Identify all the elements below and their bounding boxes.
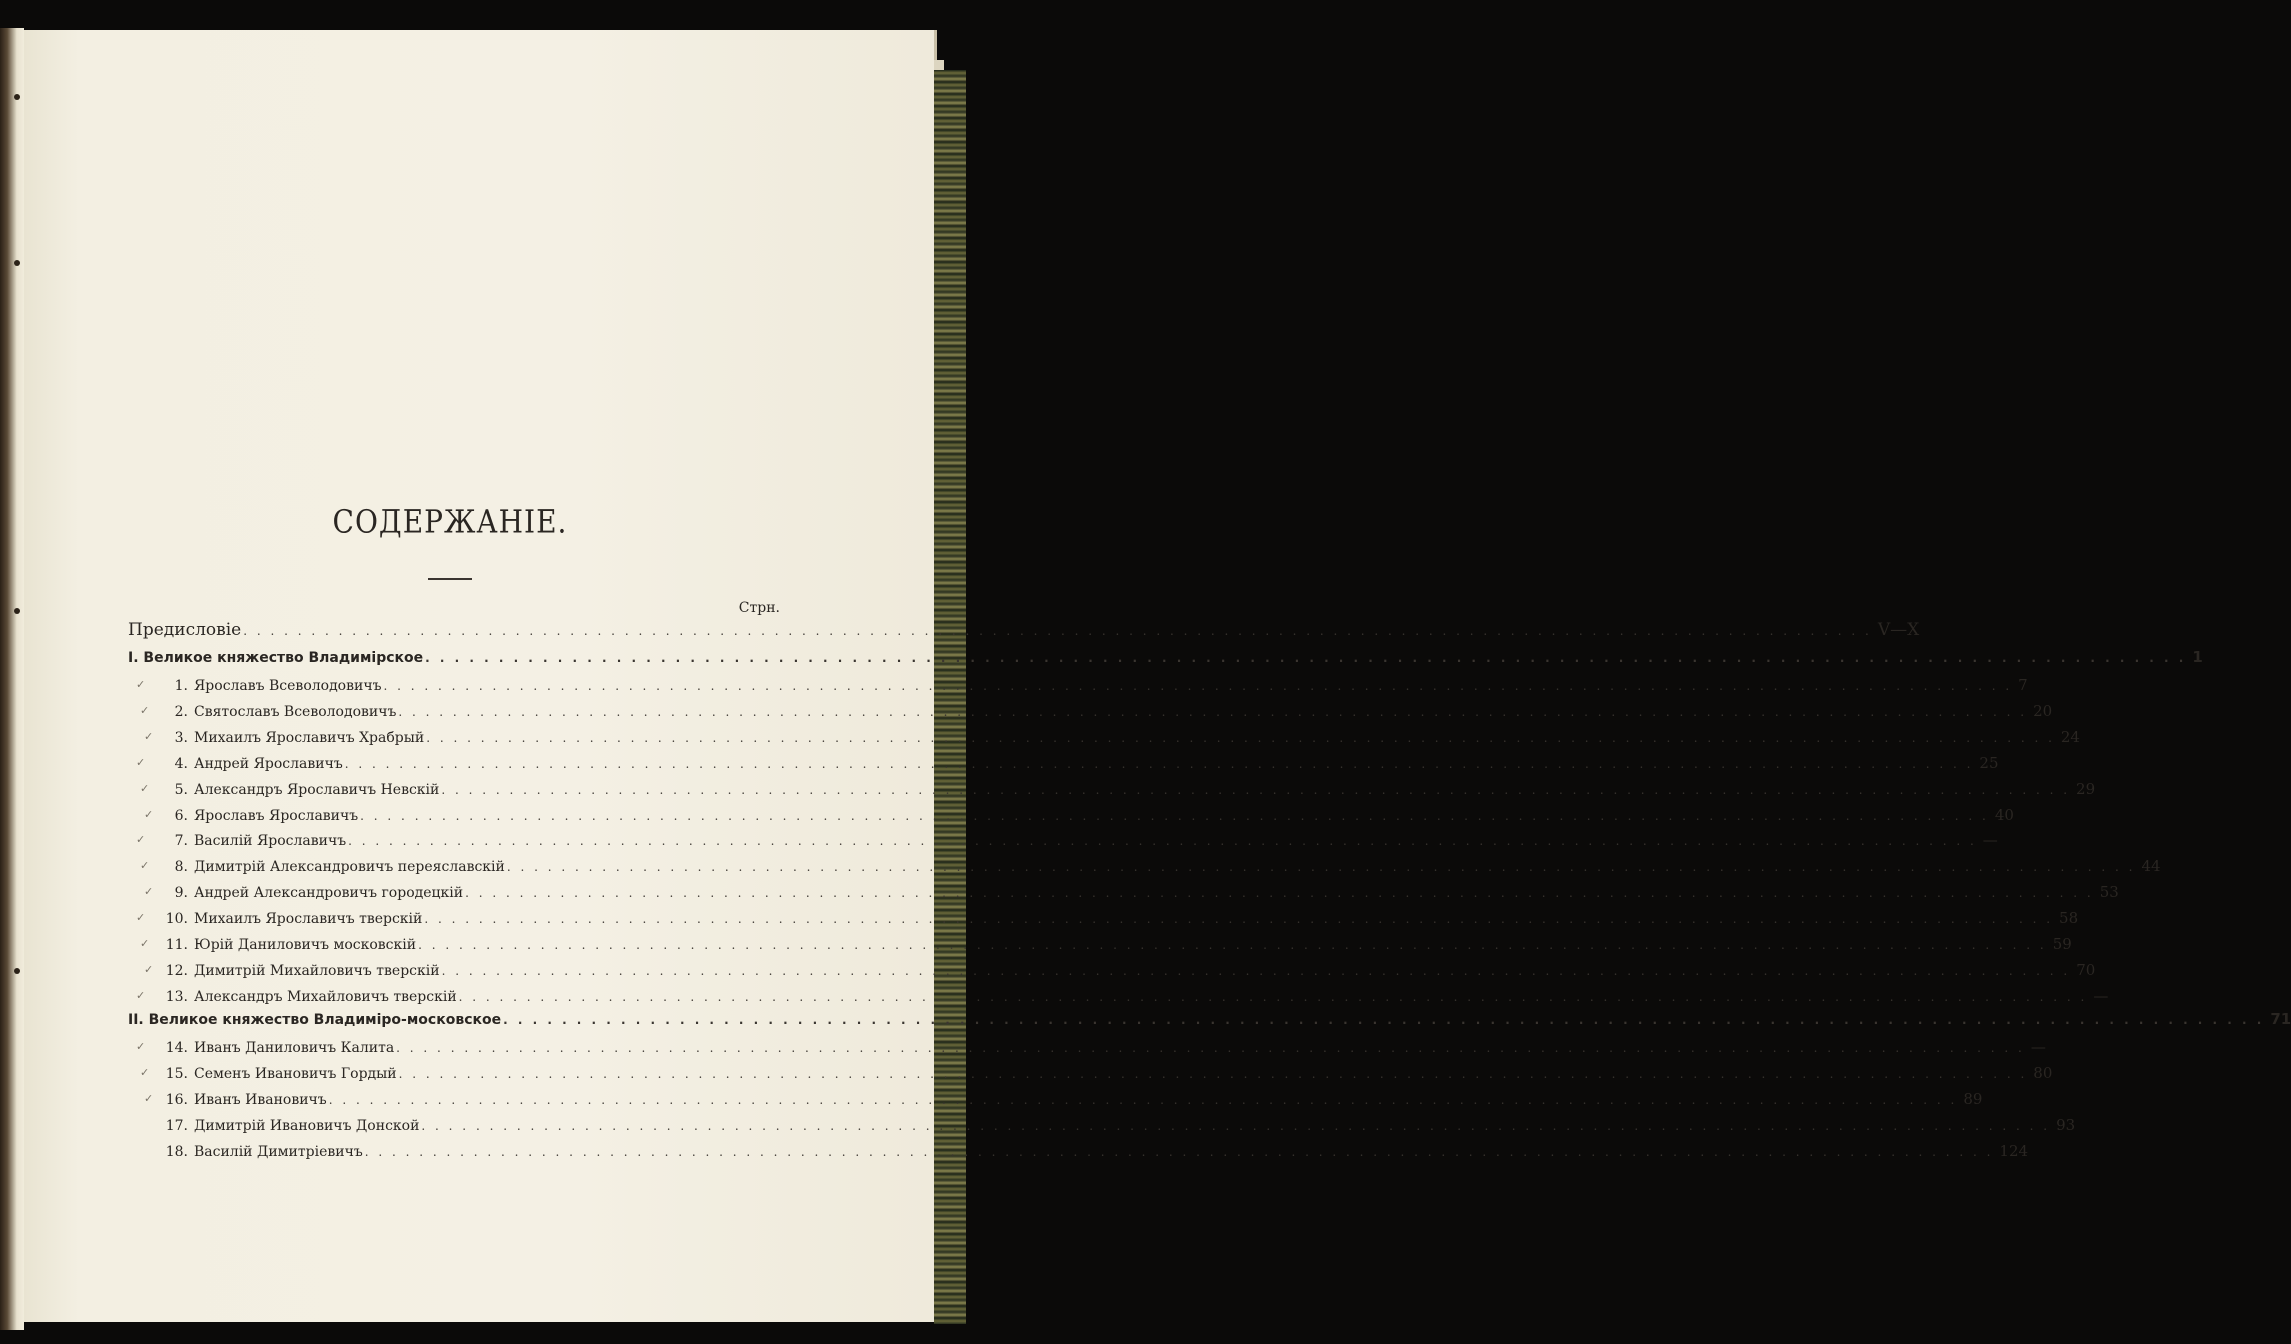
toc-label bbox=[160, 963, 440, 979]
stitch-mark bbox=[14, 608, 20, 614]
toc-entry bbox=[160, 1141, 2029, 1164]
leader-dots: . . . . . . . . . . . . . . . . . . . . . . . . . . . . . . . . . . . . . . . . . . . . . . . . . . . . . . . . . . . . . . . . . . . . . . . . . . . . . . . . . . . . . . . . . . . . . . . . . . . . . . . . . . . . . . . . . . . . . . . . bbox=[348, 834, 1977, 849]
toc-entry-title: Михаилъ Ярославичъ тверскій bbox=[194, 911, 423, 928]
toc-page-number: 59 bbox=[2052, 935, 2072, 953]
toc-entry-number: 11. bbox=[165, 937, 188, 953]
leader-dots: . . . . . . . . . . . . . . . . . . . . . . . . . . . . . . . . . . . . . . . . . . . . . . . . . . . . . . . . . . . . . . . . . . . . . . . . . . . . . . . . . . . . . . . . . . . . . . . . . . . . . . . . . . . . . . . . . . . . . . . . bbox=[424, 912, 2054, 927]
toc-entry-title: Святославъ Всеволодовичъ bbox=[194, 703, 397, 720]
toc-entry-title: Димитрій Михайловичъ тверскій bbox=[194, 962, 440, 979]
toc-entry bbox=[160, 1063, 2053, 1086]
toc-entry bbox=[160, 805, 2014, 828]
toc-entry-number: 3. bbox=[174, 729, 188, 746]
toc-entry-title: Димитрій Александровичъ переяславскій bbox=[194, 859, 505, 876]
toc-entry-title: Иванъ Ивановичъ bbox=[194, 1091, 327, 1108]
toc-entry bbox=[160, 986, 2109, 1009]
pencil-check-mark: ✓ bbox=[140, 781, 150, 795]
pencil-check-mark: ✓ bbox=[144, 1091, 154, 1105]
book-spine bbox=[0, 28, 24, 1330]
toc-entry-title: Ярославъ Всеволодовичъ bbox=[194, 678, 382, 694]
toc-entry-title: Иванъ Даниловичъ Калита bbox=[194, 1040, 395, 1056]
toc-label bbox=[160, 833, 346, 849]
toc-part-heading bbox=[128, 1010, 2291, 1032]
toc-label bbox=[160, 937, 416, 953]
toc-page-number: — bbox=[1982, 831, 1998, 850]
toc-page-number: 25 bbox=[1979, 753, 1999, 772]
stitch-mark bbox=[14, 968, 20, 974]
toc-label bbox=[160, 1118, 419, 1134]
toc-entry-number: 4. bbox=[174, 755, 188, 772]
marbled-cover-edge bbox=[934, 70, 966, 1324]
leader-dots: . . . . . . . . . . . . . . . . . . . . . . . . . . . . . . . . . . . . . . . . . . . . . . . . . . . . . . . . . . . . . . . . . . . . . . . . . . . . . . . . . . . . . . . . . . . . . . . . . . . . . . . . . . . . . . . . . . . . . . . . bbox=[398, 1066, 2028, 1081]
toc-entry bbox=[160, 857, 2161, 879]
toc-entry-title: Семенъ Ивановичъ Гордый bbox=[194, 1065, 397, 1082]
toc-page-number: 93 bbox=[2056, 1115, 2076, 1134]
toc-label: II. Великое княжество Владиміро-московское bbox=[128, 1012, 502, 1028]
toc-entry-number: 18. bbox=[165, 1143, 188, 1160]
toc-entry-title: Андрей Ярославичъ bbox=[194, 755, 343, 772]
pencil-check-mark: ✓ bbox=[136, 988, 146, 1002]
leader-dots: . . . . . . . . . . . . . . . . . . . . . . . . . . . . . . . . . . . . . . . . . . . . . . . . . . . . . . . . . . . . . . . . . . . . . . . . . . . . . . . . . . . . . . . . . . . . . . . . . . . . . . . . . . . . . . . . . . . . . . . . bbox=[398, 704, 2028, 719]
leader-dots: . . . . . . . . . . . . . . . . . . . . . . . . . . . . . . . . . . . . . . . . . . . . . . . . . . . . . . . . . . . . . . . . . . . . . . . . . . . . . . . . . . . . . . . . . . . . . . . . . . . . . . . . . . . . . . . . . . . . . . . . bbox=[506, 860, 2136, 875]
toc-label bbox=[160, 859, 505, 875]
toc-entry bbox=[160, 701, 2053, 724]
stitch-mark bbox=[14, 94, 20, 100]
toc-entry bbox=[160, 909, 2079, 931]
toc-entry-number: 7. bbox=[174, 833, 188, 850]
title-rule bbox=[428, 578, 472, 580]
pencil-check-mark: ✓ bbox=[136, 1040, 146, 1053]
toc-label: I. Великое княжество Владимірское bbox=[128, 650, 424, 666]
toc-entry-number: 5. bbox=[174, 781, 188, 798]
toc-page-number: 53 bbox=[2099, 883, 2119, 902]
toc-entry-number: 8. bbox=[174, 859, 188, 876]
toc-page-number: 44 bbox=[2141, 857, 2161, 876]
toc-page-number: — bbox=[2093, 986, 2109, 1005]
toc-page-number: 89 bbox=[1963, 1089, 1983, 1108]
toc-page-number: 71 bbox=[2270, 1010, 2291, 1028]
leader-dots: . . . . . . . . . . . . . . . . . . . . . . . . . . . . . . . . . . . . . . . . . . . . . . . . . . . . . . . . . . . . . . . . . . . . . . . . . . . . . . . . . . . . . . . . . . . . . . . . . . . . . . . . . . . . . . . . . . . . . . . . bbox=[344, 756, 1974, 771]
leader-dots: . . . . . . . . . . . . . . . . . . . . . . . . . . . . . . . . . . . . . . . . . . . . . . . . . . . . . . . . . . . . . . . . . . . . . . . . . . . . . . . . . . . . . . . . . . . . . . . . . . . . . . . . . . . . . . . . . . . . . . . . bbox=[441, 782, 2071, 797]
toc-entry bbox=[160, 960, 2096, 983]
toc-entry-title: Михаилъ Ярославичъ Храбрый bbox=[194, 729, 425, 746]
toc-label bbox=[160, 808, 358, 824]
leader-dots: . . . . . . . . . . . . . . . . . . . . . . . . . . . . . . . . . . . . . . . . . . . . . . . . . . . . . . . . . . . . . . . . . . . . . . . . . . . . . . . . . . . . . . . . . . . . . . . . . . . . . . . . . . . . . . . . . . . . . . . . bbox=[418, 938, 2047, 952]
toc-entry-title: Василій Ярославичъ bbox=[194, 833, 347, 850]
toc-page-number: 24 bbox=[2060, 727, 2080, 746]
toc-entry-title: Александръ Михайловичъ тверскій bbox=[194, 988, 457, 1005]
pencil-check-mark: ✓ bbox=[140, 937, 150, 950]
toc-page-number: 1 bbox=[2192, 648, 2203, 666]
toc-entry-number: 14. bbox=[165, 1040, 188, 1056]
toc-entry-number: 15. bbox=[165, 1065, 188, 1082]
toc-label bbox=[160, 704, 396, 720]
leader-dots: . . . . . . . . . . . . . . . . . . . . . . . . . . . . . . . . . . . . . . . . . . . . . . . . . . . . . . . . . . . . . . . . . . . . . . . . . . . . . . . . . . . . . . . . . . . . . . . . . . . . . . . . . . . . . . . . . . . . . . . . bbox=[458, 989, 2088, 1004]
toc-page-number: — bbox=[2030, 1038, 2046, 1056]
toc-page-number: 7 bbox=[2018, 676, 2028, 694]
pencil-check-mark: ✓ bbox=[144, 807, 154, 821]
pencil-check-mark: ✓ bbox=[136, 755, 146, 769]
pencil-check-mark: ✓ bbox=[140, 703, 150, 717]
toc-label bbox=[160, 1066, 397, 1082]
leader-dots: . . . . . . . . . . . . . . . . . . . . . . . . . . . . . . . . . . . . . . . . . . . . . . . . . . . . . . . . . . . . . . . . . . . . . . . . . . . . . . . . . . . . . . . . . . . . . . . . . . . . . . . . . . . . . . . . . . . . . . . . bbox=[360, 808, 1989, 823]
leader-dots: . . . . . . . . . . . . . . . . . . . . . . . . . . . . . . . . . . . . . . . . . . . . . . . . . . . . . . . . . . . . . . . . . . . . . . . . . . . . . . . . . . . . . . . . . . . . . . . . . . . . . . . . . . . . . . . . . . . . . . . . bbox=[396, 1041, 2025, 1055]
pencil-check-mark: ✓ bbox=[136, 911, 146, 925]
toc-entry-number: 12. bbox=[165, 962, 188, 979]
toc-entry bbox=[160, 1115, 2076, 1138]
toc-label bbox=[160, 730, 424, 746]
toc-label bbox=[160, 1040, 394, 1056]
toc-entry-number: 1. bbox=[174, 678, 188, 694]
toc-entry-title: Ярославъ Ярославичъ bbox=[194, 807, 359, 824]
leader-dots: . . . . . . . . . . . . . . . . . . . . . . . . . . . . . . . . . . . . . . . . . . . . . . . . . . . . . . . . . . . . . . . . . . . . . . . . . . . . . . . . . . . . . . . . . . . . . . . . . . . . . . . . . . . . . . . . . . . . . . . . bbox=[364, 1144, 1994, 1159]
pencil-check-mark: ✓ bbox=[136, 833, 146, 847]
toc-preface bbox=[128, 620, 1920, 642]
toc-entry-number: 2. bbox=[174, 703, 188, 720]
toc-page-number: V—X bbox=[1877, 620, 1920, 640]
toc-page-number: 58 bbox=[2059, 909, 2079, 928]
leader-dots: . . . . . . . . . . . . . . . . . . . . . . . . . . . . . . . . . . . . . . . . . . . . . . . . . . . . . . . . . . . . . . . . . . . . . . . . . . . . . . . . . . . . . . . . . . . . . . . . . . . . . . . . . . . . . . . . . . . . . . . . bbox=[328, 1092, 1958, 1107]
toc-entry-number: 13. bbox=[165, 988, 188, 1005]
toc-entry-number: 6. bbox=[174, 807, 188, 824]
toc-entry bbox=[160, 1038, 2046, 1060]
pencil-check-mark: ✓ bbox=[140, 1065, 150, 1079]
toc-label bbox=[160, 885, 463, 901]
toc-entry-title: Юрій Даниловичъ московскій bbox=[194, 937, 417, 953]
leader-dots: . . . . . . . . . . . . . . . . . . . . . . . . . . . . . . . . . . . . . . . . . . . . . . . . . . . . . . . . . . . . . . . . . . . . . . . . . . . . . . . . . . . . . . . . . . . . . . . . . . . . . . . . . . . . . . . . . . . . . . . . bbox=[465, 886, 2094, 901]
toc-entry bbox=[160, 1089, 1983, 1112]
toc-page-number: 40 bbox=[1994, 805, 2014, 824]
leader-dots: . . . . . . . . . . . . . . . . . . . . . . . . . . . . . . . . . . . . . . . . . . . . . . . . . . . . . . . . . . . . . . . . . . . . . . . . . . . . . . . . . . . . . . . . . . . . . . . . . . . . . . . . . . . . . . . . . . . . . . . . bbox=[426, 730, 2055, 745]
pencil-check-mark: ✓ bbox=[136, 678, 146, 691]
toc-label bbox=[160, 756, 343, 772]
pencil-check-mark: ✓ bbox=[144, 885, 154, 899]
leader-dots: . . . . . . . . . . . . . . . . . . . . . . . . . . . . . . . . . . . . . . . . . . . . . . . . . . . . . . . . . . . . . . . . . . . . . . . . . . . . . . . . . . . . . . . . . . . . . . . . . . . . . . . . . . . . . . . . . . . . . . . . bbox=[421, 1118, 2051, 1133]
toc-entry bbox=[160, 935, 2072, 957]
toc-entry-title: Андрей Александровичъ городецкій bbox=[194, 885, 464, 902]
stitch-mark bbox=[14, 260, 20, 266]
page-title: СОДЕРЖАНІЕ. bbox=[332, 502, 568, 541]
toc-page-number: 124 bbox=[1999, 1141, 2029, 1160]
leader-dots: . . . . . . . . . . . . . . . . . . . . . . . . . . . . . . . . . . . . . . . . . . . . . . . . . . . . . . . . . . . . . . . . . . . . . . . . . . . . . . . . . . . . . . . . . . . . . . . . . . . . . . . . . . . . . . . . . . . . . . . . bbox=[383, 679, 2013, 693]
toc-page-number: 29 bbox=[2076, 779, 2096, 798]
toc-label: Предисловіе bbox=[128, 620, 242, 640]
toc-entry-title: Александръ Ярославичъ Невскій bbox=[194, 781, 440, 798]
toc-entry bbox=[160, 831, 1998, 853]
toc-entry-number: 16. bbox=[165, 1091, 188, 1108]
toc-entry-number: 10. bbox=[165, 911, 188, 928]
toc-label bbox=[160, 989, 457, 1005]
toc-label bbox=[160, 782, 439, 798]
leader-dots: . . . . . . . . . . . . . . . . . . . . . . . . . . . . . . . . . . . . . . . . . . . . . . . . . . . . . . . . . . . . . . . . . . . . . . . . . . . . . . . . . . . . . . . . . . . . . . . . . . . . . . . . . . . . . . . . . . . . . . . . bbox=[243, 624, 1872, 638]
toc-page-number: 20 bbox=[2033, 701, 2053, 720]
toc-page-number: 70 bbox=[2076, 960, 2096, 979]
toc-label bbox=[160, 1144, 363, 1160]
toc-label bbox=[160, 911, 422, 927]
toc-entry bbox=[160, 676, 2028, 698]
leader-dots: . . . . . . . . . . . . . . . . . . . . . . . . . . . . . . . . . . . . . . . . . . . . . . . . . . . . . . . . . . . . . . . . . . . . . . . . . . . . . . . . . . . . . . . . . . . . . . . . . . . . . . . . . . . . . . . . . . . . . . . . bbox=[503, 1013, 2265, 1027]
pencil-check-mark: ✓ bbox=[144, 729, 154, 743]
toc-label bbox=[160, 1092, 327, 1108]
toc-entry bbox=[160, 883, 2119, 905]
toc-entry-title: Василій Димитріевичъ bbox=[194, 1143, 363, 1160]
leader-dots: . . . . . . . . . . . . . . . . . . . . . . . . . . . . . . . . . . . . . . . . . . . . . . . . . . . . . . . . . . . . . . . . . . . . . . . . . . . . . . . . . . . . . . . . . . . . . . . . . . . . . . . . . . . . . . . . . . . . . . . . bbox=[441, 963, 2071, 978]
toc-entry bbox=[160, 753, 1999, 776]
toc-entry-number: 9. bbox=[174, 885, 188, 902]
pencil-check-mark: ✓ bbox=[144, 962, 154, 976]
toc-entry-title: Димитрій Ивановичъ Донской bbox=[194, 1117, 420, 1134]
pencil-check-mark: ✓ bbox=[140, 859, 150, 873]
page-column-header: Стрн. bbox=[738, 600, 780, 616]
leader-dots: . . . . . . . . . . . . . . . . . . . . . . . . . . . . . . . . . . . . . . . . . . . . . . . . . . . . . . . . . . . . . . . . . . . . . . . . . . . . . . . . . . . . . . . . . . . . . . . . . . . . . . . . . . . . . . . . . . . . . . . . bbox=[425, 651, 2187, 665]
toc-entry bbox=[160, 779, 2096, 802]
toc-label bbox=[160, 678, 382, 694]
toc-entry bbox=[160, 727, 2080, 750]
toc-page-number: 80 bbox=[2033, 1063, 2053, 1082]
toc-entry-number: 17. bbox=[165, 1117, 188, 1134]
toc-part-heading bbox=[128, 648, 2203, 670]
